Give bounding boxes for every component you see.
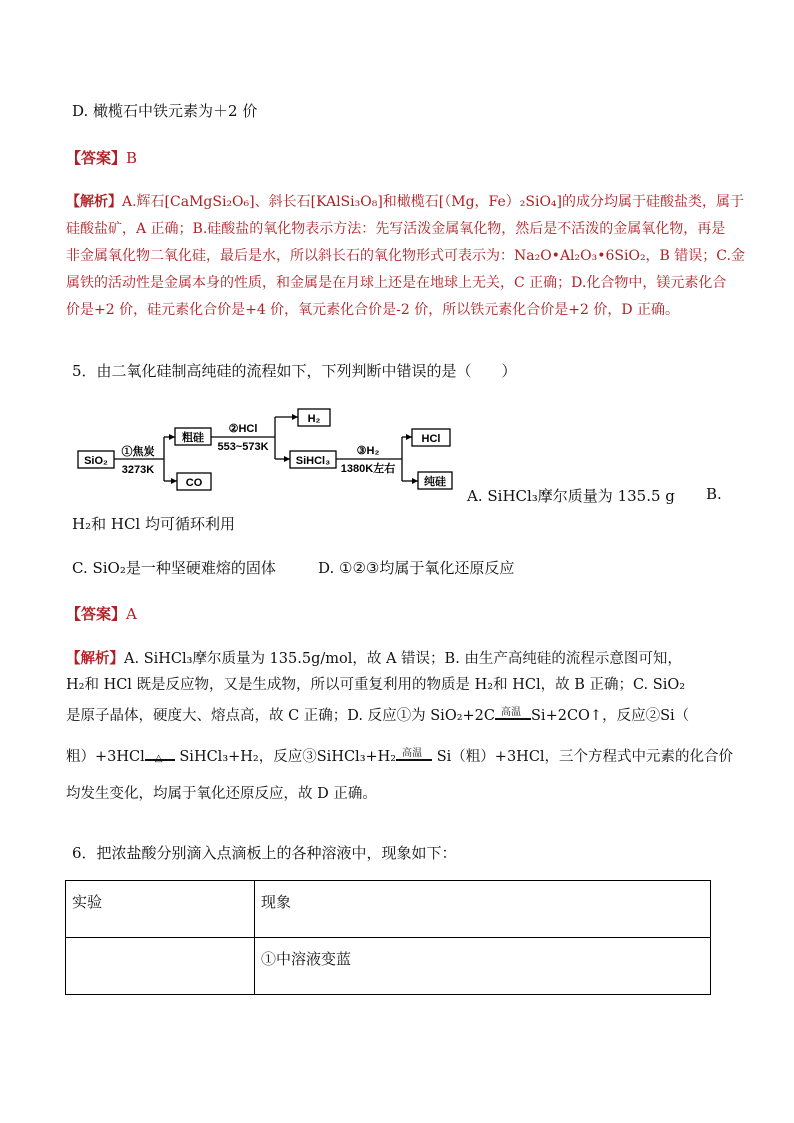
step2-label: ②HCl	[228, 423, 258, 435]
explanation-line: 属铁的活动性是金属本身的性质，和金属是在月球上还是在地球上无关，C 正确；D.化合物中，镁元素化合	[66, 275, 727, 291]
explanation-line: 均发生变化，均属于氧化还原反应，故 D 正确。	[66, 786, 377, 802]
condition-label: 高温	[402, 748, 423, 759]
answer-value: B	[126, 149, 138, 167]
step1-label: ①焦炭	[121, 446, 155, 458]
answer-label: 【答案】	[66, 605, 127, 623]
temp1-label: 3273K	[121, 464, 155, 476]
sihcl3-label: SiHCl₃	[295, 455, 331, 467]
question-6-stem: 6．把浓盐酸分别滴入点滴板上的各种溶液中，现象如下：	[72, 844, 457, 862]
flow-diagram	[70, 397, 470, 497]
table-header-cell: 实验	[66, 881, 255, 938]
option-d: D. ①②③均属于氧化还原反应	[318, 559, 515, 577]
answer-value: A	[126, 605, 137, 623]
answer-block-2	[66, 603, 137, 624]
sio2-label: SiO₂	[84, 455, 108, 467]
question-5-stem: 5．由二氧化硅制高纯硅的流程如下，下列判断中错误的是（ ）	[72, 362, 517, 380]
explanation-text: 粗）+3HCl	[66, 749, 145, 765]
explanation-line	[66, 189, 745, 216]
option-d-prev: D. 橄榄石中铁元素为＋2 价	[72, 102, 258, 120]
explanation-line	[66, 699, 733, 740]
pure-si-label: 纯硅	[424, 476, 446, 488]
explanation-1	[66, 189, 745, 324]
option-b: H₂和 HCl 均可循环利用	[72, 515, 235, 533]
explanation-line: 价是+2 价，硅元素化合价是+4 价，氧元素化合价是-2 价，所以铁元素化合价是+2 价，D 正确。	[66, 302, 680, 318]
explanation-text: Si（粗）+3HCl，三个方程式中元素的化合价	[436, 749, 734, 765]
explanation-text: SiHCl₃+H₂，反应③SiHCl₃+H₂	[179, 749, 397, 765]
temp3-label: 1380K左右	[340, 463, 396, 475]
option-c: C. SiO₂是一种坚硬难熔的固体	[72, 559, 276, 577]
condition-label: △	[154, 753, 163, 764]
table-cell: ①中溶液变蓝	[255, 938, 711, 995]
explanation-text: Si+2CO↑，反应②Si（	[531, 708, 690, 724]
heat-arrow	[145, 750, 175, 764]
table-row	[66, 938, 711, 995]
h2-label: H₂	[307, 413, 321, 425]
table-header-cell: 现象	[255, 881, 711, 938]
explanation-line	[66, 740, 733, 781]
answer-label: 【答案】	[66, 149, 127, 167]
explanation-text: A. SiHCl₃摩尔质量为 135.5g/mol，故 A 错误；B. 由生产高纯硅的流程示意图可知，	[124, 651, 682, 667]
hcl-label: HCl	[421, 433, 441, 445]
step3-label: ③H₂	[356, 445, 380, 457]
explanation-label: 【解析】	[66, 194, 122, 210]
condition-label: 高温	[501, 707, 521, 718]
option-a: A. SiHCl₃摩尔质量为 135.5 g	[467, 487, 675, 505]
explanation-line	[66, 645, 733, 672]
option-b-start: B.	[706, 485, 722, 503]
explanation-text: 是原子晶体，硬度大、熔点高，故 C 正确；D. 反应①为 SiO₂+2C	[66, 708, 495, 724]
table-header-row	[66, 881, 711, 938]
co-label: CO	[185, 477, 203, 489]
temp2-label: 553~573K	[217, 441, 269, 453]
high-temp-arrow	[495, 709, 531, 723]
table-cell	[66, 938, 255, 995]
crude-si-label: 粗硅	[182, 432, 204, 444]
explanation-text: A.辉石[CaMgSi₂O₆]、斜长石[KAlSi₃O₈]和橄榄石[（Mg，Fe）₂SiO₄]的成分均属于硅酸盐类，属于	[122, 194, 745, 210]
explanation-line: 非金属氧化物二氧化硅，最后是水，所以斜长石的氧化物形式可表示为：Na₂O•Al₂O₃•6SiO₂，B 错误；C.金	[66, 248, 745, 264]
high-temp-arrow	[396, 750, 432, 764]
explanation-2	[66, 645, 733, 808]
explanation-line: 硅酸盐矿，A 正确；B.硅酸盐的氧化物表示方法：先写活泼金属氧化物，然后是不活泼的金属氧化物，再是	[66, 221, 726, 237]
explanation-line: H₂和 HCl 既是反应物，又是生成物，所以可重复利用的物质是 H₂和 HCl，故 B 正确；C. SiO₂	[66, 677, 686, 693]
experiment-table	[65, 880, 711, 995]
explanation-label: 【解析】	[66, 650, 124, 667]
answer-block-1	[66, 147, 137, 168]
